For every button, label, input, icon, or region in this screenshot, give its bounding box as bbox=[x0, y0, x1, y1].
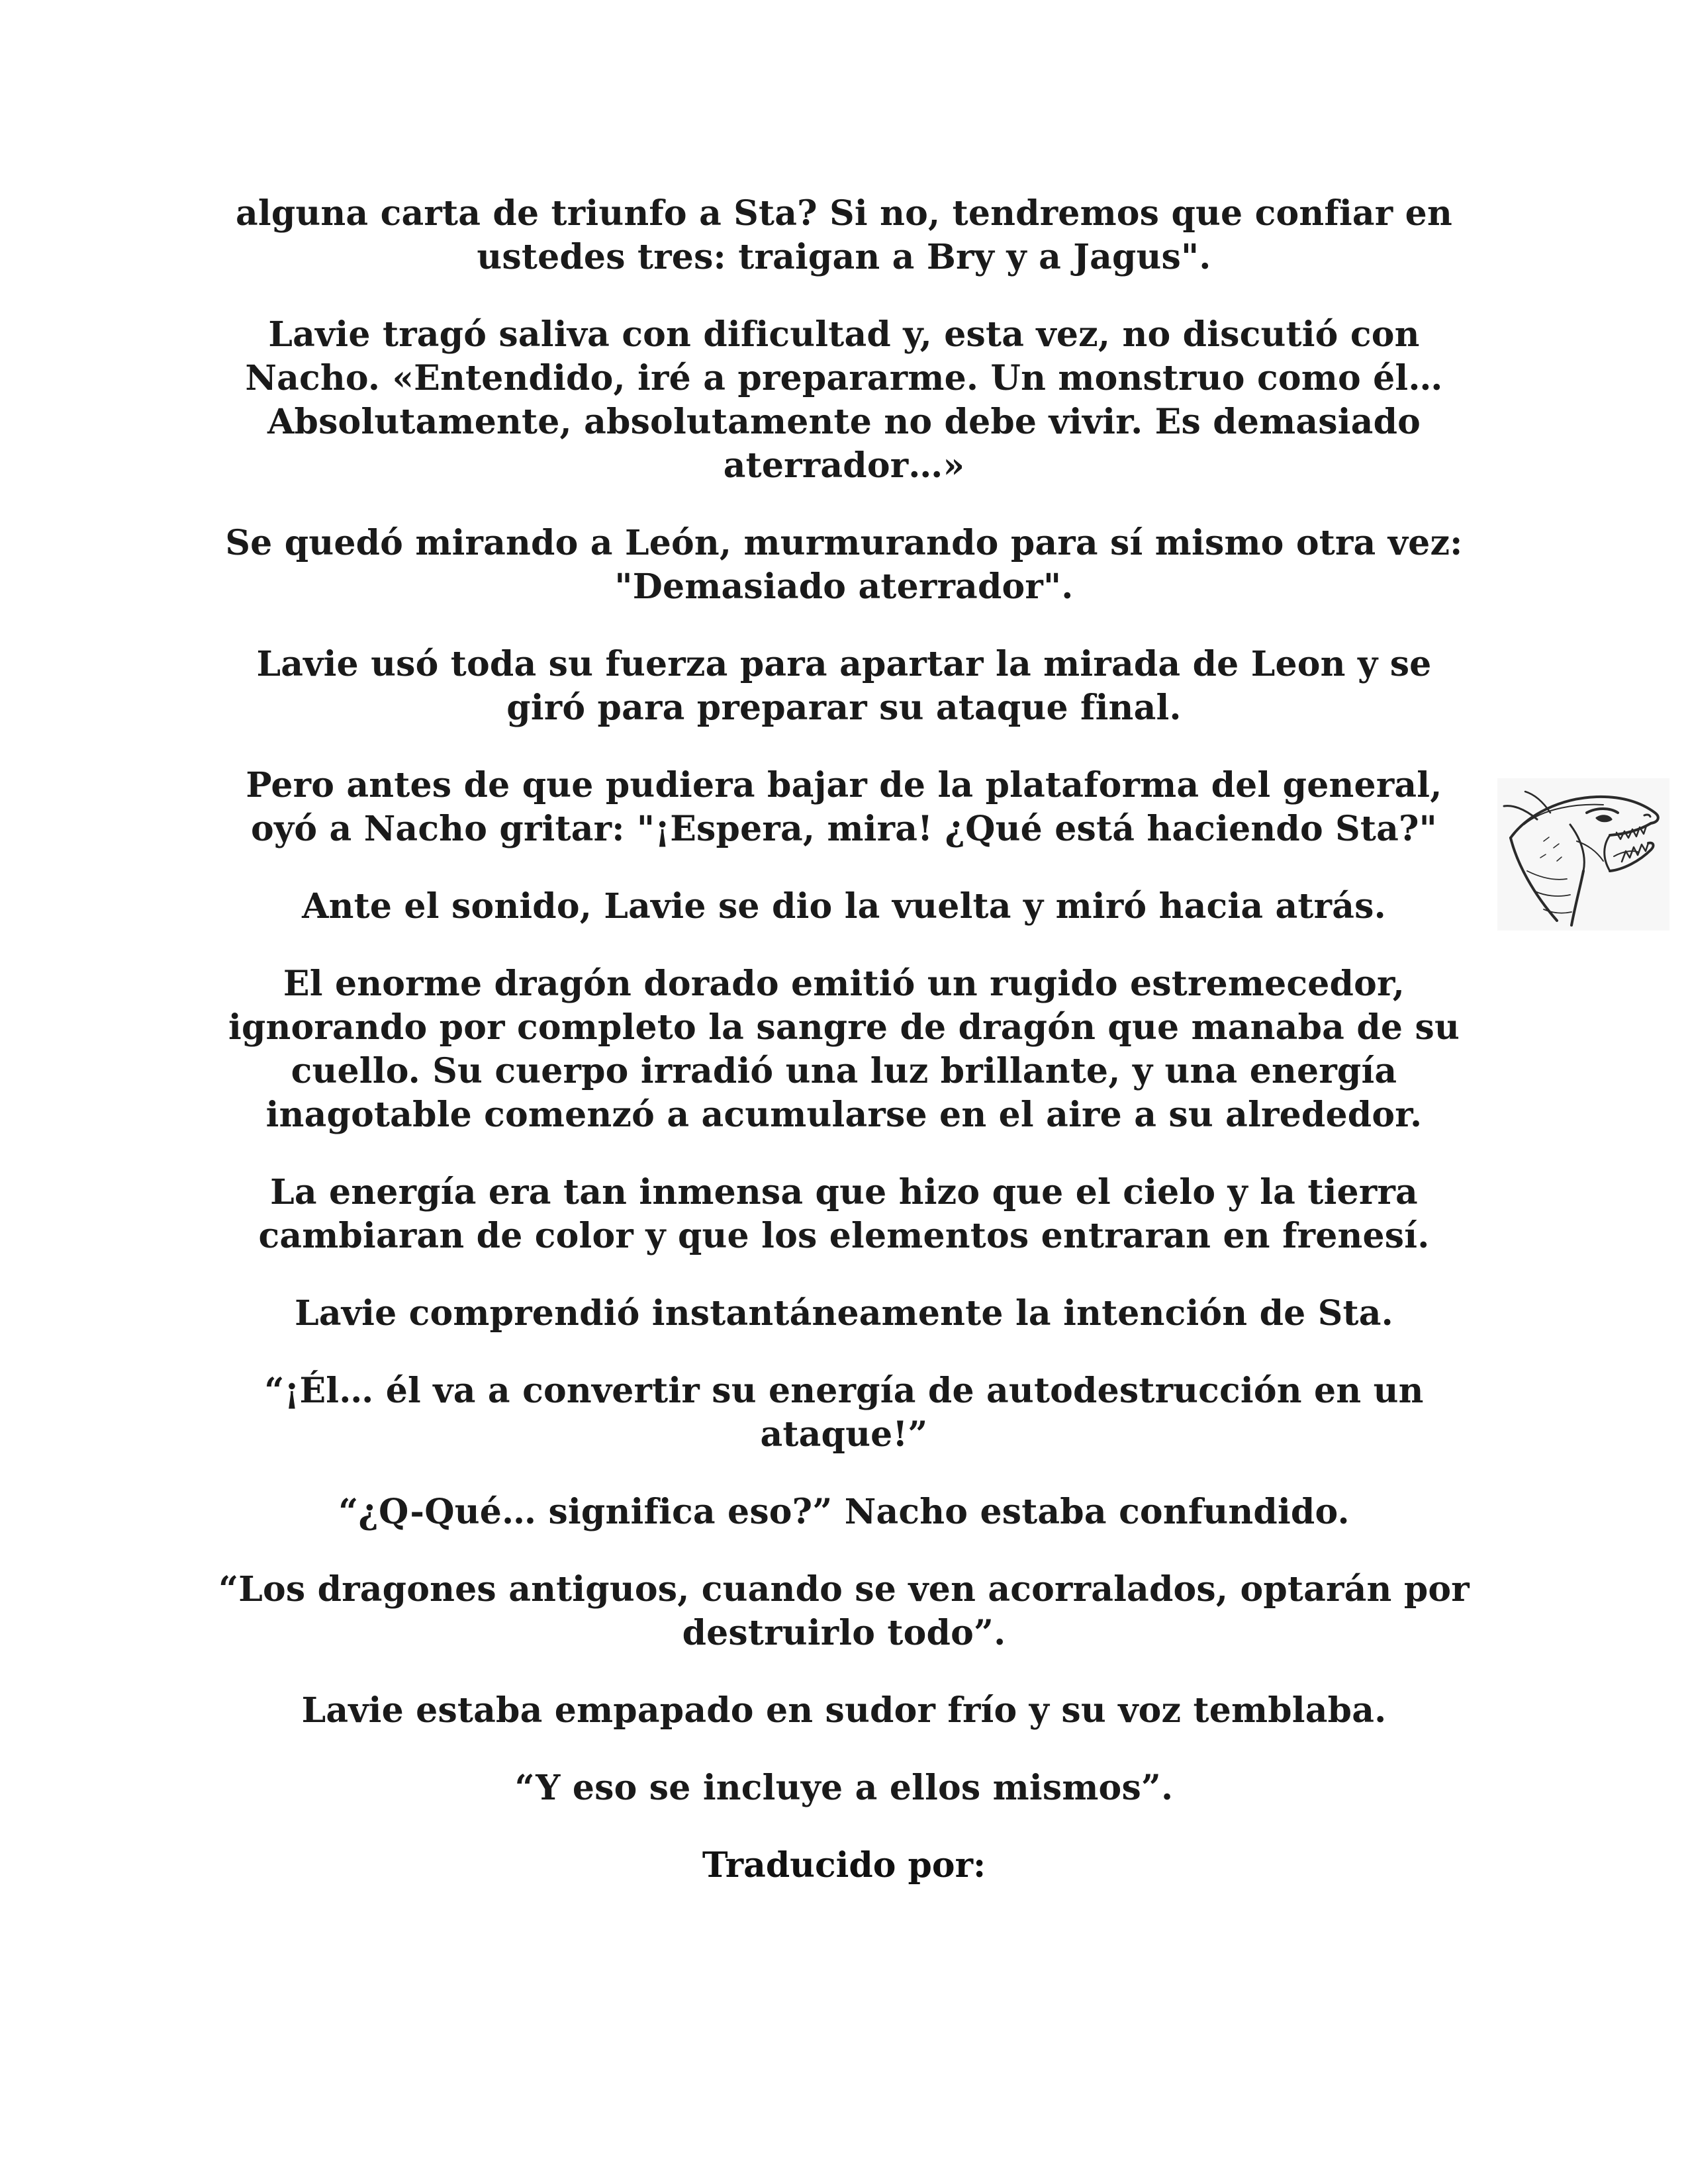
paragraph: El enorme dragón dorado emitió un rugido estremecedor, ignorando por completo la sangre de dragón que manaba de su cuello. Su cuerpo irradió una luz brillante, y una energía inagotable comenzó a acumularse en el aire a su alrededor. bbox=[228, 964, 1460, 1135]
paragraph: “¡Él… él va a convertir su energía de autodestrucción en un ataque!” bbox=[264, 1371, 1424, 1455]
paragraph: “Y eso se incluye a ellos mismos”. bbox=[514, 1768, 1174, 1808]
dragon-head-sketch-icon bbox=[1497, 778, 1669, 931]
translator-credit: Traducido por: bbox=[702, 1845, 986, 1886]
paragraph: Lavie comprendió instantáneamente la intención de Sta. bbox=[295, 1293, 1393, 1334]
text-body bbox=[218, 192, 1470, 1888]
paragraph: alguna carta de triunfo a Sta? Si no, tendremos que confiar en ustedes tres: traigan a Bry y a Jagus". bbox=[236, 193, 1452, 277]
paragraph: Lavie usó toda su fuerza para apartar la mirada de Leon y se giró para preparar su ataque final. bbox=[256, 644, 1432, 728]
paragraph: La energía era tan inmensa que hizo que el cielo y la tierra cambiaran de color y que los elementos entraran en frenesí. bbox=[258, 1172, 1430, 1256]
paragraph: Ante el sonido, Lavie se dio la vuelta y miró hacia atrás. bbox=[302, 886, 1386, 927]
paragraph: “¿Q-Qué… significa eso?” Nacho estaba confundido. bbox=[338, 1492, 1350, 1532]
paragraph: Pero antes de que pudiera bajar de la plataforma del general, oyó a Nacho gritar: "¡Espera, mira! ¿Qué está haciendo Sta?" bbox=[246, 765, 1442, 849]
paragraph: Se quedó mirando a León, murmurando para sí mismo otra vez: "Demasiado aterrador". bbox=[225, 523, 1463, 607]
paragraph: “Los dragones antiguos, cuando se ven acorralados, optarán por destruirlo todo”. bbox=[218, 1569, 1470, 1653]
paragraph: Lavie tragó saliva con dificultad y, esta vez, no discutió con Nacho. «Entendido, iré a prepararme. Un monstruo como él… Absolutamente, absolutamente no debe vivir. Es demasiado aterrador…» bbox=[245, 314, 1443, 486]
paragraph: Lavie estaba empapado en sudor frío y su voz temblaba. bbox=[301, 1690, 1387, 1731]
